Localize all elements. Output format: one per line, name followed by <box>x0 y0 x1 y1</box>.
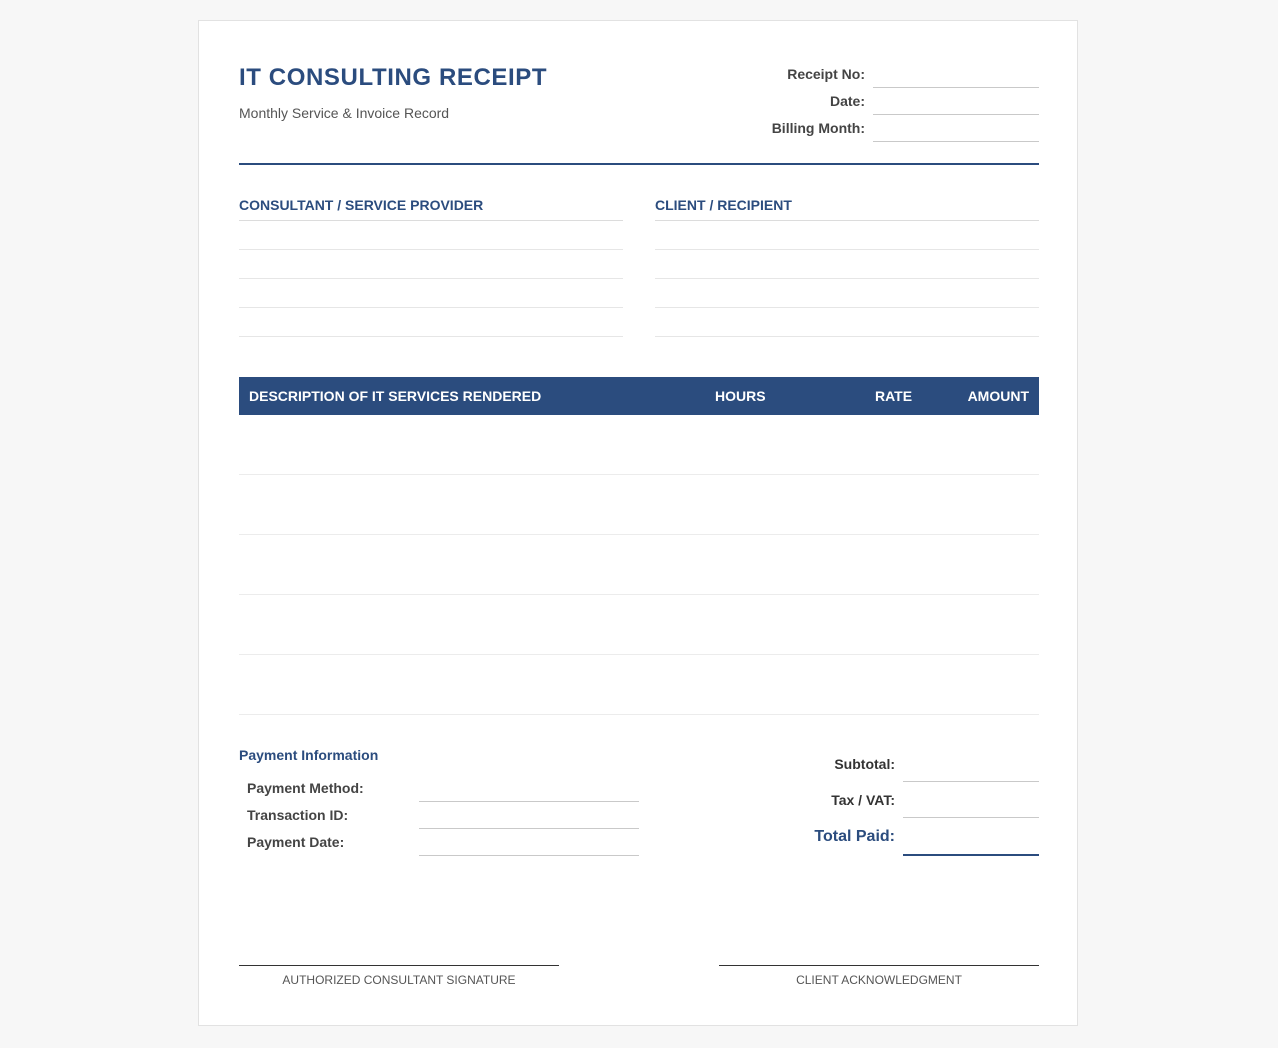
consultant-line-1[interactable] <box>239 221 623 250</box>
tax-label: Tax / VAT: <box>831 792 895 808</box>
total-paid-row <box>739 818 1039 856</box>
total-paid-field[interactable] <box>903 818 1039 856</box>
billing-month-field[interactable] <box>873 116 1039 142</box>
client-section <box>655 195 1039 337</box>
total-paid-label: Total Paid: <box>814 828 895 845</box>
transaction-id-row <box>239 802 639 829</box>
client-signature <box>719 965 1039 987</box>
consultant-section <box>239 195 623 337</box>
payment-date-field[interactable] <box>419 829 639 856</box>
receipt-title: IT CONSULTING RECEIPT <box>239 64 548 91</box>
consultant-title: CONSULTANT / SERVICE PROVIDER <box>239 195 623 221</box>
tax-row <box>739 782 1039 818</box>
client-signature-line[interactable] <box>719 965 1039 966</box>
consultant-signature-label: AUTHORIZED CONSULTANT SIGNATURE <box>282 973 516 987</box>
services-table-body <box>239 415 1039 715</box>
date-label: Date: <box>829 93 865 109</box>
billing-month-label: Billing Month: <box>771 120 865 136</box>
column-hours: HOURS <box>715 388 766 404</box>
subtotal-field[interactable] <box>903 745 1039 782</box>
client-line-2[interactable] <box>655 250 1039 279</box>
tax-field[interactable] <box>903 782 1039 818</box>
transaction-id-field[interactable] <box>419 802 639 829</box>
payment-method-label: Payment Method: <box>247 780 364 796</box>
consultant-line-3[interactable] <box>239 279 623 308</box>
transaction-id-label: Transaction ID: <box>247 807 349 823</box>
client-signature-label: CLIENT ACKNOWLEDGMENT <box>796 973 962 987</box>
consultant-line-2[interactable] <box>239 250 623 279</box>
consultant-line-4[interactable] <box>239 308 623 337</box>
payment-info-title: Payment Information <box>239 747 379 763</box>
client-line-4[interactable] <box>655 308 1039 337</box>
table-row[interactable] <box>239 655 1039 715</box>
table-row[interactable] <box>239 595 1039 655</box>
client-title: CLIENT / RECIPIENT <box>655 195 1039 221</box>
receipt-no-field[interactable] <box>873 62 1039 88</box>
services-table-header <box>239 377 1039 415</box>
column-description: DESCRIPTION OF IT SERVICES RENDERED <box>249 388 542 404</box>
header-divider <box>239 163 1039 165</box>
subtotal-label: Subtotal: <box>834 756 895 772</box>
date-field[interactable] <box>873 89 1039 115</box>
consultant-signature-line[interactable] <box>239 965 559 966</box>
payment-date-row <box>239 829 639 856</box>
table-row[interactable] <box>239 535 1039 595</box>
payment-date-label: Payment Date: <box>247 834 345 850</box>
receipt-page <box>198 20 1078 1026</box>
subtotal-row <box>739 745 1039 782</box>
column-rate: RATE <box>875 388 913 404</box>
table-row[interactable] <box>239 475 1039 535</box>
receipt-no-row <box>739 62 1039 89</box>
receipt-subtitle: Monthly Service & Invoice Record <box>239 105 450 121</box>
billing-month-row <box>739 116 1039 143</box>
table-row[interactable] <box>239 415 1039 475</box>
client-line-1[interactable] <box>655 221 1039 250</box>
client-line-3[interactable] <box>655 279 1039 308</box>
payment-method-field[interactable] <box>419 775 639 802</box>
consultant-signature <box>239 965 559 987</box>
date-row <box>739 89 1039 116</box>
receipt-no-label: Receipt No: <box>787 66 865 82</box>
payment-method-row <box>239 775 639 802</box>
column-amount: AMOUNT <box>967 388 1029 404</box>
